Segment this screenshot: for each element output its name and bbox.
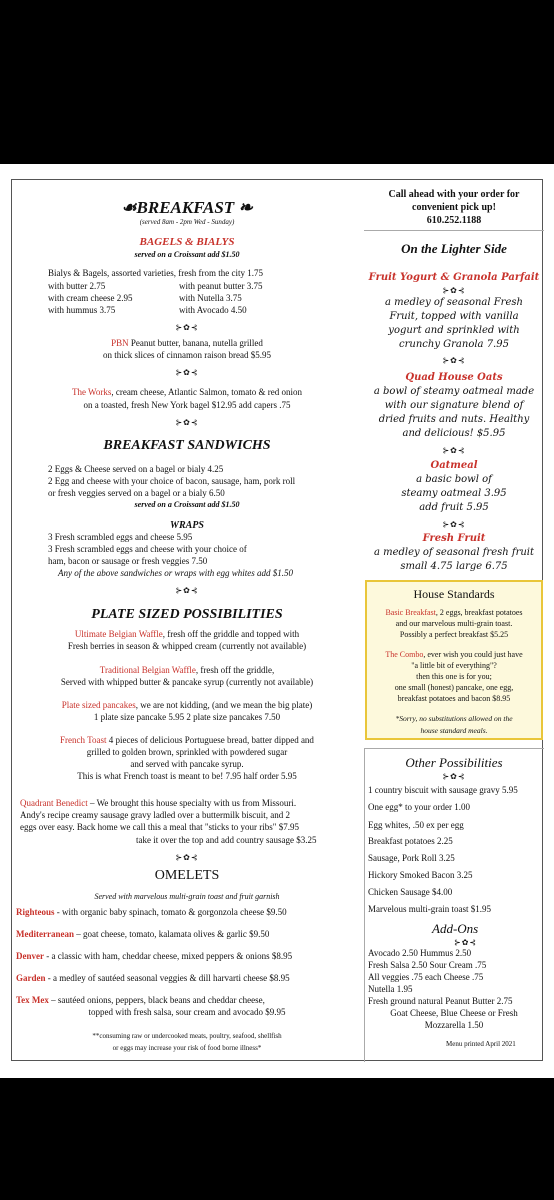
qb-desc: – We brought this house specialty with us from Missouri. bbox=[87, 798, 297, 808]
oats-desc: and delicious! $5.95 bbox=[402, 428, 506, 439]
omelet-name: Garden bbox=[16, 973, 46, 983]
sandwich-line: 2 Eggs & Cheese served on a bagel or bialy 4.25 bbox=[48, 464, 224, 474]
other-item: Marvelous multi-grain toast $1.95 bbox=[368, 904, 491, 914]
phone-number: 610.252.1188 bbox=[426, 215, 482, 226]
omelet-desc: – goat cheese, tomato, kalamata olives & garlic $9.50 bbox=[73, 929, 270, 939]
menu-page bbox=[0, 164, 554, 1078]
oats-desc: dried fruits and nuts. Healthy bbox=[378, 414, 530, 425]
pbn-line bbox=[12, 338, 362, 348]
oatmeal-desc: steamy oatmeal 3.95 bbox=[401, 488, 507, 499]
works-line bbox=[12, 387, 362, 397]
ub-name: Ultimate Belgian Waffle bbox=[74, 629, 163, 639]
tb-line bbox=[12, 665, 362, 675]
omelets-subtitle: Served with marvelous multi-grain toast and fruit garnish bbox=[94, 892, 280, 901]
bb-line3: Possibly a perfect breakfast $5.25 bbox=[399, 630, 509, 639]
addons-title: Add-Ons bbox=[432, 921, 479, 936]
fresh-fruit-name: Fresh Fruit bbox=[422, 533, 486, 544]
addon-item: Fresh Salsa 2.50 Sour Cream .75 bbox=[368, 960, 487, 970]
plate-title: PLATE SIZED POSSIBILITIES bbox=[91, 607, 283, 622]
breakfast-hours: (served 8am - 2pm Wed - Sunday) bbox=[139, 218, 235, 226]
warning-line: or eggs may increase your risk of food borne illness* bbox=[112, 1044, 262, 1052]
fresh-fruit-price: small 4.75 large 6.75 bbox=[400, 561, 508, 572]
omelet-desc: - with organic baby spinach, tomato & gorgonzola cheese $9.50 bbox=[54, 907, 287, 917]
bagel-option: with cream cheese 2.95 bbox=[48, 293, 133, 303]
omelet-item bbox=[16, 973, 290, 983]
menu-sheet bbox=[11, 179, 543, 1061]
omelet-item bbox=[16, 995, 265, 1005]
ornament: ⊱✿⊰ bbox=[175, 368, 199, 377]
ft-name: French Toast bbox=[60, 735, 107, 745]
callahead-line: convenient pick up! bbox=[412, 202, 496, 213]
ft-line2: grilled to golden brown, sprinkled with powdered sugar bbox=[86, 747, 288, 757]
ornament: ⊱✿⊰ bbox=[442, 356, 466, 365]
works-line2: on a toasted, fresh New York bagel $12.95 add capers .75 bbox=[83, 400, 291, 410]
tb-line2: Served with whipped butter & pancake syrup (currently not available) bbox=[60, 677, 314, 687]
wraps-title: WRAPS bbox=[170, 520, 204, 531]
other-item: Hickory Smoked Bacon 3.25 bbox=[368, 870, 473, 880]
qb-name: Quadrant Benedict bbox=[20, 798, 88, 808]
right-column bbox=[364, 180, 544, 1060]
combo-line5: breakfast potatoes and bacon $8.95 bbox=[397, 694, 511, 703]
bb-line bbox=[364, 608, 544, 617]
other-item: Sausage, Pork Roll 3.25 bbox=[368, 853, 455, 863]
omelet-item bbox=[16, 929, 269, 939]
qb-line bbox=[20, 798, 296, 808]
omelet-name: Tex Mex bbox=[16, 995, 49, 1005]
addon-item: All veggies .75 each Cheese .75 bbox=[368, 972, 484, 982]
bb-line2: and our marvelous multi-grain toast. bbox=[395, 619, 513, 628]
combo-line4: one small (honest) pancake, one egg, bbox=[394, 683, 514, 692]
bagel-option: with peanut butter 3.75 bbox=[179, 281, 263, 291]
parfait-desc: a medley of seasonal Fresh bbox=[385, 297, 523, 308]
ub-desc: , fresh off the griddle and topped with bbox=[162, 629, 300, 639]
omelets-title: OMELETS bbox=[154, 868, 220, 883]
pp-line bbox=[12, 700, 362, 710]
other-item: Breakfast potatoes 2.25 bbox=[368, 836, 453, 846]
omelet-item bbox=[16, 907, 287, 917]
omelet-name: Denver bbox=[16, 951, 44, 961]
other-item: Chicken Sausage $4.00 bbox=[368, 887, 453, 897]
bagels-line: Bialys & Bagels, assorted varieties, fresh from the city 1.75 bbox=[48, 268, 263, 278]
sandwich-line: 2 Egg and cheese with your choice of bacon, sausage, ham, pork roll bbox=[48, 476, 296, 486]
pp-line2: 1 plate size pancake 5.95 2 plate size pancakes 7.50 bbox=[93, 712, 281, 722]
left-column bbox=[12, 180, 362, 1060]
sorry-line: house standard meals. bbox=[420, 726, 488, 735]
warning-line: **consuming raw or undercooked meats, poultry, seafood, shellfish bbox=[92, 1032, 282, 1040]
ornament: ⊱✿⊰ bbox=[454, 938, 478, 947]
bagel-option: with hummus 3.75 bbox=[48, 305, 116, 315]
works-name: The Works bbox=[71, 387, 112, 397]
fresh-fruit-desc: a medley of seasonal fresh fruit bbox=[373, 547, 535, 558]
bagel-option: with Nutella 3.75 bbox=[179, 293, 242, 303]
oats-desc: with our signature blend of bbox=[384, 400, 524, 411]
croissant-note: served on a Croissant add $1.50 bbox=[134, 250, 240, 259]
lighter-title: On the Lighter Side bbox=[401, 241, 507, 256]
ornament: ⊱✿⊰ bbox=[442, 446, 466, 455]
other-title: Other Possibilities bbox=[405, 755, 503, 770]
texmex-line2: topped with fresh salsa, sour cream and avocado $9.95 bbox=[88, 1007, 286, 1017]
sandwich-line: or fresh veggies served on a bagel or a bialy 6.50 bbox=[48, 488, 225, 498]
house-standards-title: House Standards bbox=[413, 587, 495, 601]
oatmeal-desc: add fruit 5.95 bbox=[419, 502, 489, 513]
pbn-name: PBN bbox=[111, 338, 129, 348]
sorry-line: *Sorry, no substitutions allowed on the bbox=[395, 714, 513, 723]
addon-item: Mozzarella 1.50 bbox=[424, 1020, 484, 1030]
ornament: ⊱✿⊰ bbox=[175, 323, 199, 332]
bb-name: Basic Breakfast bbox=[385, 608, 436, 617]
qb-line4: take it over the top and add country sausage $3.25 bbox=[136, 835, 317, 845]
omelet-desc: – sautéed onions, peppers, black beans and cheddar cheese, bbox=[48, 995, 265, 1005]
pbn-desc: Peanut butter, banana, nutella grilled bbox=[130, 338, 263, 348]
sandwich-croissant: served on a Croissant add $1.50 bbox=[134, 500, 240, 509]
bb-desc: , 2 eggs, breakfast potatoes bbox=[435, 608, 523, 617]
addon-item: Avocado 2.50 Hummus 2.50 bbox=[368, 948, 472, 958]
omelet-name: Righteous bbox=[16, 907, 55, 917]
bagels-title: BAGELS & BIALYS bbox=[139, 236, 235, 248]
ft-line bbox=[12, 735, 362, 745]
ub-line bbox=[12, 629, 362, 639]
ft-desc: 4 pieces of delicious Portuguese bread, batter dipped and bbox=[106, 735, 314, 745]
addon-item: Nutella 1.95 bbox=[368, 984, 413, 994]
omelet-desc: - a classic with ham, cheddar cheese, mixed peppers & onions $8.95 bbox=[44, 951, 293, 961]
bagel-option: with Avocado 4.50 bbox=[179, 305, 247, 315]
callahead-line: Call ahead with your order for bbox=[388, 189, 520, 200]
printed-date: Menu printed April 2021 bbox=[446, 1040, 516, 1048]
ornament: ⊱✿⊰ bbox=[442, 520, 466, 529]
wrap-line: 3 Fresh scrambled eggs and cheese 5.95 bbox=[48, 532, 193, 542]
oats-name: Quad House Oats bbox=[405, 372, 503, 383]
omelet-item bbox=[16, 951, 292, 961]
ornament: ⊱✿⊰ bbox=[175, 418, 199, 427]
pp-desc: , we are not kidding, (and we mean the big plate) bbox=[135, 700, 313, 710]
other-item: Egg whites, .50 ex per egg bbox=[368, 820, 464, 830]
ornament: ⊱✿⊰ bbox=[442, 286, 466, 295]
bagel-option: with butter 2.75 bbox=[48, 281, 106, 291]
wrap-note: Any of the above sandwiches or wraps with egg whites add $1.50 bbox=[58, 568, 293, 578]
parfait-name: Fruit Yogurt & Granola Parfait bbox=[368, 272, 540, 283]
wrap-line: 3 Fresh scrambled eggs and cheese with your choice of bbox=[48, 544, 247, 554]
wrap-line: ham, bacon or sausage or fresh veggies 7.50 bbox=[48, 556, 208, 566]
addon-item: Fresh ground natural Peanut Butter 2.75 bbox=[368, 996, 513, 1006]
other-item: 1 country biscuit with sausage gravy 5.95 bbox=[368, 785, 518, 795]
parfait-desc: Fruit, topped with vanilla bbox=[389, 311, 519, 322]
ornament: ⊱✿⊰ bbox=[175, 586, 199, 595]
parfait-desc: crunchy Granola 7.95 bbox=[399, 339, 509, 350]
pbn-line2: on thick slices of cinnamon raison bread $5.95 bbox=[103, 350, 271, 360]
works-desc: , cream cheese, Atlantic Salmon, tomato & red onion bbox=[111, 387, 303, 397]
pp-name: Plate sized pancakes bbox=[61, 700, 136, 710]
sandwiches-title: BREAKFAST SANDWICHS bbox=[103, 438, 271, 453]
addon-item: Goat Cheese, Blue Cheese or Fresh bbox=[390, 1008, 518, 1018]
divider bbox=[364, 230, 544, 231]
oatmeal-desc: a basic bowl of bbox=[416, 474, 492, 485]
tb-desc: , fresh off the griddle, bbox=[195, 665, 275, 675]
other-item: One egg* to your order 1.00 bbox=[368, 802, 470, 812]
ornament: ⊱✿⊰ bbox=[442, 772, 466, 781]
combo-line bbox=[364, 650, 544, 659]
combo-name: The Combo bbox=[385, 650, 424, 659]
omelet-desc: - a medley of sautéed seasonal veggies & dill harvarti cheese $8.95 bbox=[45, 973, 290, 983]
combo-line3: then this one is for you; bbox=[416, 672, 492, 681]
ft-line4: This is what French toast is meant to be! 7.95 half order 5.95 bbox=[77, 771, 297, 781]
combo-desc: , ever wish you could just have bbox=[423, 650, 523, 659]
ornament: ⊱✿⊰ bbox=[175, 853, 199, 862]
omelet-name: Mediterranean bbox=[16, 929, 74, 939]
combo-line2: "a little bit of everything"? bbox=[411, 661, 497, 670]
ft-line3: and served with pancake syrup. bbox=[130, 759, 244, 769]
parfait-desc: yogurt and sprinkled with bbox=[388, 325, 520, 336]
oatmeal-name: Oatmeal bbox=[430, 460, 478, 471]
oats-desc: a bowl of steamy oatmeal made bbox=[373, 386, 535, 397]
tb-name: Traditional Belgian Waffle bbox=[99, 665, 196, 675]
qb-line3: eggs over easy. Back home we call this a meal that "sticks to your ribs" $7.95 bbox=[20, 822, 299, 832]
qb-line2: Andy's recipe creamy sausage gravy ladled over a buttermilk biscuit, and 2 bbox=[20, 810, 291, 820]
breakfast-title: ☙BREAKFAST ❧ bbox=[121, 198, 253, 217]
ub-line2: Fresh berries in season & whipped cream (currently not available) bbox=[67, 641, 307, 651]
